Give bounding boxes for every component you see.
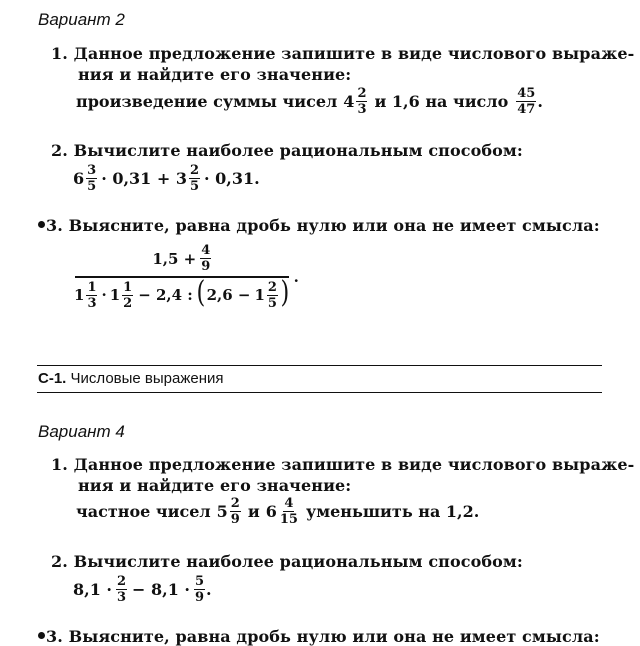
v4-q2-end: . bbox=[206, 580, 212, 599]
v2-q3-end: . bbox=[293, 267, 299, 286]
v4-q1-a-num: 2 bbox=[230, 496, 240, 511]
v4-q1-text-line2: ния и найдите его значение: bbox=[78, 476, 352, 495]
left-paren: ( bbox=[196, 275, 206, 311]
v2-q1-expression bbox=[76, 87, 543, 116]
v2-q1-expr-text2: и 1,6 на число bbox=[374, 92, 509, 111]
section-title: Числовые выражения bbox=[70, 370, 224, 387]
v2-q3-dot: · bbox=[101, 286, 107, 305]
v4-q2-text: Вычислите наиболее рациональным способом: bbox=[73, 552, 523, 571]
section-header bbox=[38, 370, 224, 387]
v2-q2-text: Вычислите наиболее рациональным способом: bbox=[73, 141, 523, 160]
v4-q3-text: Выясните, равна дробь нулю или она не имеет смысла: bbox=[68, 627, 600, 646]
section-top-rule bbox=[37, 365, 602, 366]
v2-q2-b-frac bbox=[189, 164, 200, 193]
bullet-icon bbox=[38, 221, 45, 228]
v4-q1-a-den: 9 bbox=[230, 512, 240, 527]
v2-q1-number: 1. bbox=[51, 44, 68, 63]
v2-q2-mixed-a bbox=[73, 164, 98, 193]
v4-q2-number: 2. bbox=[51, 552, 68, 571]
v2-q3-b3-num: 2 bbox=[267, 279, 277, 295]
v2-q1-line1 bbox=[51, 44, 634, 63]
v2-q2-number: 2. bbox=[51, 141, 68, 160]
v2-q2-b-den: 5 bbox=[189, 179, 200, 194]
v2-q3-number: 3. bbox=[46, 216, 63, 235]
section-bottom-rule bbox=[37, 392, 602, 393]
v4-q2-line bbox=[51, 552, 523, 571]
v2-q3-b1-whole: 1 bbox=[74, 286, 85, 305]
v2-q1-mixed-number bbox=[343, 87, 368, 116]
v4-q1-number: 1. bbox=[51, 455, 68, 474]
v2-q3-compound-fraction bbox=[74, 244, 299, 310]
v2-q3-b1-num: 1 bbox=[87, 279, 97, 295]
v4-q1-text1: частное чисел bbox=[76, 502, 211, 521]
v2-q2-tail: · 0,31. bbox=[204, 169, 260, 188]
v4-q1-text-line1: Данное предложение запишите в виде числового выраже- bbox=[73, 455, 635, 474]
v4-q1-b-whole: 6 bbox=[265, 502, 277, 521]
right-paren: ) bbox=[280, 275, 290, 311]
v2-q3-b2-den: 2 bbox=[123, 295, 133, 311]
v2-q3-top-num: 4 bbox=[201, 243, 211, 258]
variant-4-title: Вариант 4 bbox=[38, 422, 125, 441]
v2-q3-b2-whole: 1 bbox=[109, 286, 121, 305]
v2-q1-fraction bbox=[516, 87, 536, 116]
v4-q2-a-den: 3 bbox=[116, 590, 127, 605]
v4-q1-a-whole: 5 bbox=[216, 502, 228, 521]
v4-q1-expression bbox=[76, 497, 479, 526]
v2-q1-mixed-num: 2 bbox=[357, 86, 367, 101]
v2-q1-text-line2: ния и найдите его значение: bbox=[78, 65, 352, 84]
v2-q3-line bbox=[38, 216, 600, 235]
v2-q2-a-num: 3 bbox=[87, 163, 97, 178]
v2-q2-line bbox=[51, 141, 523, 160]
v2-q2-a-whole: 6 bbox=[73, 169, 85, 188]
variant-2-title: Вариант 2 bbox=[38, 10, 125, 29]
v2-q2-a-den: 5 bbox=[87, 179, 97, 194]
section-code: С-1. bbox=[38, 370, 67, 387]
v2-q3-b3-whole: 1 bbox=[254, 286, 265, 305]
v4-q2-a-num: 2 bbox=[116, 574, 127, 589]
v2-q1-expr-text1: произведение суммы чисел bbox=[76, 92, 338, 111]
bullet-icon bbox=[38, 632, 45, 639]
v4-q1-b-den: 15 bbox=[279, 512, 298, 527]
v2-q1-frac-num: 45 bbox=[517, 86, 536, 101]
v4-q1-and: и bbox=[247, 502, 260, 521]
v2-q1-mixed-den: 3 bbox=[357, 102, 367, 117]
v2-q3-b2-num: 1 bbox=[123, 279, 133, 295]
v2-q3-top-den: 9 bbox=[201, 259, 211, 274]
v2-q3-text: Выясните, равна дробь нулю или она не имеет смысла: bbox=[68, 216, 600, 235]
v4-q3-line bbox=[38, 627, 600, 646]
v2-q3-b3-den: 5 bbox=[267, 295, 277, 311]
v2-q2-expression bbox=[73, 164, 260, 193]
v4-q3-number: 3. bbox=[46, 627, 63, 646]
v2-q1-text-line1: Данное предложение запишите в виде числового выраже- bbox=[73, 44, 635, 63]
v2-q1-frac-den: 47 bbox=[517, 102, 536, 117]
v4-q1-text2: уменьшить на 1,2. bbox=[305, 502, 480, 521]
v4-q2-mid: − 8,1 · bbox=[132, 580, 190, 599]
v4-q2-lead: 8,1 · bbox=[73, 580, 112, 599]
v2-q3-b-inner: 2,6 − bbox=[206, 286, 251, 305]
v2-q3-top-text: 1,5 + bbox=[152, 249, 197, 268]
v2-q2-mid: · 0,31 + 3 bbox=[101, 169, 187, 188]
v2-q3-numerator bbox=[152, 244, 212, 276]
v4-q1-line1 bbox=[51, 455, 634, 474]
v2-q1-end: . bbox=[537, 92, 543, 111]
v4-q2-expression bbox=[73, 575, 212, 604]
v2-q3-b1-den: 3 bbox=[87, 295, 97, 311]
v4-q2-b-den: 9 bbox=[194, 590, 205, 605]
v4-q2-b-num: 5 bbox=[194, 574, 205, 589]
v2-q2-b-num: 2 bbox=[189, 163, 200, 178]
v2-q1-mixed-whole: 4 bbox=[343, 92, 355, 111]
v2-q3-b-mid: − 2,4 : bbox=[138, 286, 193, 305]
v2-q3-denominator bbox=[74, 275, 291, 311]
v4-q1-b-num: 4 bbox=[284, 496, 294, 511]
